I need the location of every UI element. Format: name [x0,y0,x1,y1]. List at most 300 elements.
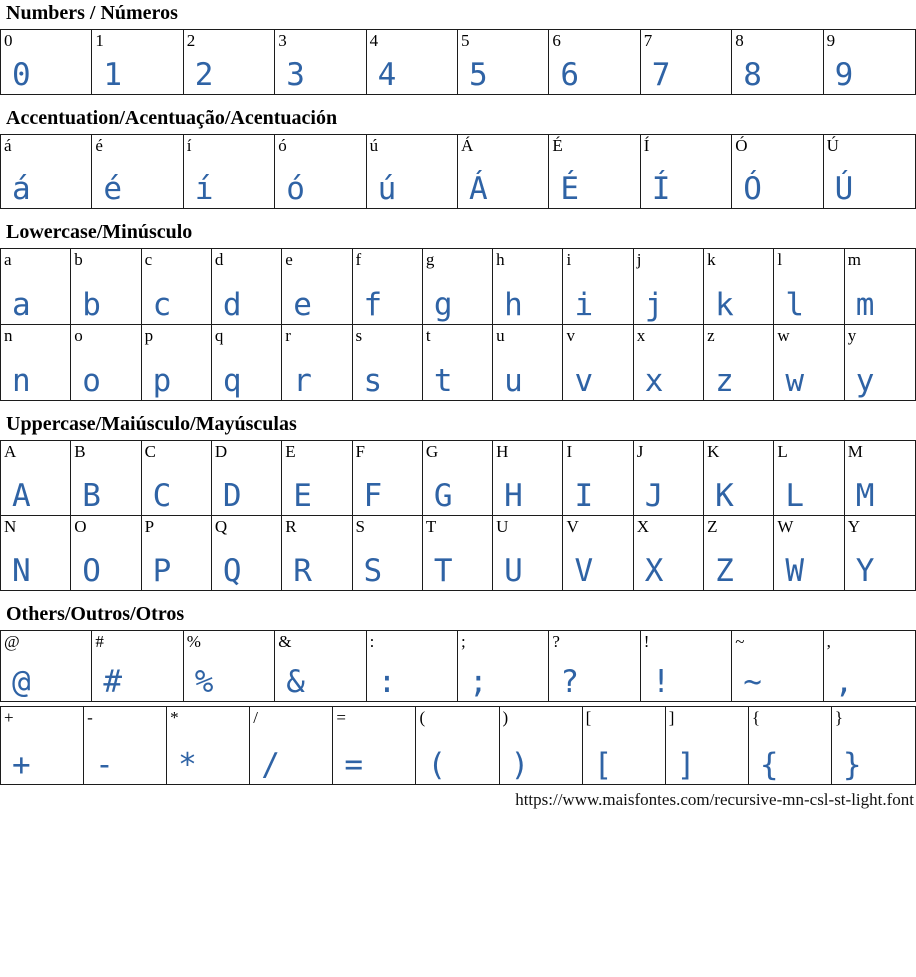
font-glyph: ! [651,664,671,701]
reference-char: p [144,326,154,345]
reference-char: i [566,250,572,269]
font-glyph: H [504,478,523,515]
char-cell [282,325,352,400]
section-title-lowercase: Lowercase/Minúsculo [6,221,193,243]
char-cell [1,441,71,515]
font-glyph: 8 [743,57,762,94]
reference-char: h [496,250,505,269]
font-glyph: D [222,478,242,515]
reference-char: Í [643,136,650,155]
reference-char: Q [214,517,228,536]
source-url: https://www.maisfontes.com/recursive-mn-csl-st-light.font [515,790,914,809]
font-glyph: , [834,664,854,701]
font-glyph: z [715,363,734,400]
char-cell [1,30,92,94]
char-cell [353,249,423,324]
char-cell [774,516,844,590]
reference-char: Y [847,517,860,536]
char-cell [367,631,458,701]
reference-char: X [636,517,650,536]
font-glyph: - [95,747,114,784]
reference-char: H [496,442,509,461]
font-glyph: P [152,553,172,590]
char-cell [641,135,732,208]
char-cell [704,325,774,400]
char-cell [634,516,704,590]
char-cell [1,135,92,208]
font-glyph: 9 [834,57,854,94]
reference-char: ; [461,632,466,651]
reference-char: z [707,326,715,345]
section-others [0,603,916,785]
reference-char: 0 [4,31,13,50]
char-cell [845,516,915,590]
font-glyph: j [644,287,664,324]
font-glyph: ó [286,171,305,208]
reference-char: R [285,517,297,536]
reference-char: m [847,250,861,269]
reference-char: 6 [552,31,561,50]
reference-char: r [285,326,291,345]
char-cell [824,30,915,94]
font-glyph: 6 [560,57,580,94]
font-glyph: C [152,478,172,515]
char-cell [845,249,915,324]
font-glyph: Q [222,553,242,590]
font-glyph: g [433,287,453,324]
font-specimen-page [0,2,916,810]
char-cell [493,516,563,590]
reference-char: ? [552,632,560,651]
font-glyph: J [644,478,664,515]
font-glyph: q [222,363,242,400]
reference-char: d [214,250,224,269]
char-cell [282,516,352,590]
reference-char: á [4,136,12,155]
reference-char: a [4,250,12,269]
font-glyph: w [785,363,805,400]
reference-char: 3 [278,31,287,50]
char-cell [71,325,141,400]
reference-char: g [425,250,435,269]
reference-char: F [355,442,365,461]
char-cell [774,441,844,515]
char-cell [583,707,666,784]
font-glyph: = [344,747,364,784]
reference-char: 7 [643,31,653,50]
reference-char: Á [461,136,474,155]
char-row [0,248,916,325]
font-glyph: l [785,287,805,324]
font-glyph: U [504,553,523,590]
char-cell [832,707,915,784]
font-glyph: 0 [12,57,31,94]
char-cell [563,325,633,400]
char-cell [458,30,549,94]
font-glyph: / [261,747,280,784]
font-glyph: b [82,287,101,324]
reference-char: o [74,326,83,345]
char-cell [142,325,212,400]
font-glyph: F [363,478,383,515]
font-glyph: R [293,553,312,590]
char-cell [92,135,183,208]
reference-char: K [707,442,720,461]
reference-char: ú [369,136,379,155]
font-glyph: Z [715,553,734,590]
char-cell [416,707,499,784]
font-glyph: Ó [743,171,762,208]
reference-char: w [777,326,790,345]
reference-char: k [707,250,716,269]
reference-char: 2 [186,31,196,50]
font-glyph: ] [676,747,696,784]
reference-char: Ú [826,136,839,155]
font-glyph: 4 [377,57,397,94]
font-glyph: á [12,171,31,208]
char-cell [563,516,633,590]
reference-char: c [144,250,153,269]
reference-char: 5 [461,31,470,50]
reference-char: j [636,250,642,269]
font-glyph: m [855,287,875,324]
char-cell [824,631,915,701]
reference-char: ] [668,708,675,727]
char-cell [732,135,823,208]
font-glyph: 3 [286,57,305,94]
char-cell [184,631,275,701]
char-cell [493,249,563,324]
reference-char: x [636,326,646,345]
font-glyph: T [433,553,453,590]
font-glyph: c [152,287,172,324]
font-glyph: } [842,747,862,784]
font-glyph: A [12,478,31,515]
font-glyph: L [785,478,805,515]
font-glyph: é [103,171,123,208]
reference-char: ) [502,708,509,727]
char-cell [167,707,250,784]
character-tables [0,2,916,785]
font-glyph: 7 [651,57,671,94]
char-cell [1,631,92,701]
reference-char: A [4,442,17,461]
reference-char: & [278,632,292,651]
font-glyph: @ [12,664,31,701]
char-cell [212,249,282,324]
reference-char: é [95,136,103,155]
section-uppercase [0,413,916,591]
font-glyph: ú [377,171,397,208]
reference-char: } [834,708,844,727]
reference-char: í [186,136,192,155]
char-cell [549,135,640,208]
font-glyph: í [194,171,214,208]
char-cell [563,441,633,515]
char-cell [423,325,493,400]
font-glyph: W [785,553,805,590]
reference-char: % [186,632,201,651]
reference-char: V [566,517,579,536]
reference-char: I [566,442,573,461]
reference-char: s [355,326,363,345]
char-row [0,440,916,516]
font-glyph: Ú [834,171,854,208]
char-cell [423,249,493,324]
reference-char: U [496,517,509,536]
char-cell [1,707,84,784]
reference-char: [ [585,708,592,727]
reference-char: S [355,517,365,536]
font-glyph: t [433,363,453,400]
reference-char: P [144,517,155,536]
reference-char: , [826,632,831,651]
font-glyph: Y [855,553,875,590]
char-cell [634,441,704,515]
char-cell [71,441,141,515]
reference-char: - [87,708,93,727]
reference-char: É [552,136,563,155]
reference-char: @ [4,632,20,651]
font-glyph: : [377,664,397,701]
reference-char: L [777,442,788,461]
reference-char: E [285,442,296,461]
reference-char: e [285,250,293,269]
char-row [0,29,916,95]
reference-char: O [74,517,87,536]
font-glyph: e [293,287,312,324]
char-cell [458,631,549,701]
font-glyph: B [82,478,101,515]
reference-char: C [144,442,156,461]
section-title-numbers: Numbers / Números [6,2,178,24]
char-cell [71,249,141,324]
font-glyph: Í [651,171,671,208]
reference-char: v [566,326,575,345]
char-cell [142,441,212,515]
char-cell [275,135,366,208]
char-cell [353,516,423,590]
reference-char: J [636,442,644,461]
font-glyph: o [82,363,101,400]
font-glyph: r [293,363,312,400]
char-cell [184,30,275,94]
section-title-others: Others/Outros/Otros [6,603,185,625]
char-cell [423,516,493,590]
font-glyph: S [363,553,383,590]
reference-char: ó [278,136,287,155]
font-glyph: f [363,287,383,324]
font-glyph: % [194,664,214,701]
char-cell [824,135,915,208]
section-title-accentuation: Accentuation/Acentuação/Acentuación [6,107,338,129]
font-glyph: É [560,171,580,208]
font-glyph: * [178,747,197,784]
char-cell [353,441,423,515]
char-cell [500,707,583,784]
font-glyph: # [103,664,123,701]
font-glyph: y [855,363,875,400]
font-glyph: E [293,478,312,515]
font-glyph: ; [469,664,488,701]
char-cell [549,30,640,94]
char-cell [423,441,493,515]
char-cell [282,441,352,515]
char-row [0,630,916,702]
char-cell [704,249,774,324]
char-cell [353,325,423,400]
font-glyph: G [433,478,453,515]
char-cell [333,707,416,784]
char-cell [666,707,749,784]
char-cell [92,30,183,94]
font-glyph: Á [469,171,488,208]
char-cell [275,30,366,94]
reference-char: 8 [735,31,744,50]
reference-char: Ó [735,136,748,155]
reference-char: 9 [826,31,836,50]
reference-char: Z [707,517,718,536]
font-glyph: O [82,553,101,590]
char-cell [282,249,352,324]
char-cell [1,325,71,400]
char-cell [250,707,333,784]
char-cell [774,249,844,324]
char-cell [845,441,915,515]
font-glyph: I [574,478,594,515]
reference-char: ! [643,632,650,651]
reference-char: l [777,250,783,269]
font-glyph: d [222,287,242,324]
reference-char: : [369,632,375,651]
reference-char: f [355,250,362,269]
reference-char: q [214,326,224,345]
char-row [0,134,916,209]
font-glyph: s [363,363,383,400]
font-glyph: v [574,363,594,400]
char-cell [142,249,212,324]
font-glyph: 2 [194,57,214,94]
char-row [0,515,916,591]
font-glyph: u [504,363,523,400]
reference-char: ( [419,708,426,727]
font-glyph: K [715,478,734,515]
section-title-uppercase: Uppercase/Maiúsculo/Mayúsculas [6,413,297,435]
font-glyph: N [12,553,31,590]
font-glyph: 1 [103,57,123,94]
char-cell [634,325,704,400]
char-cell [774,325,844,400]
reference-char: y [847,326,857,345]
font-glyph: X [644,553,664,590]
reference-char: N [4,517,17,536]
char-cell [367,135,458,208]
char-row [0,706,916,785]
char-cell [641,30,732,94]
section-accentuation [0,107,916,209]
font-glyph: V [574,553,594,590]
font-glyph: ? [560,664,580,701]
font-glyph: i [574,287,594,324]
char-cell [493,325,563,400]
reference-char: D [214,442,228,461]
font-glyph: x [644,363,664,400]
reference-char: n [4,326,13,345]
char-cell [92,631,183,701]
char-cell [367,30,458,94]
char-cell [704,516,774,590]
char-cell [184,135,275,208]
char-cell [845,325,915,400]
reference-char: + [4,708,14,727]
reference-char: 1 [95,31,104,50]
char-cell [71,516,141,590]
font-glyph: ~ [743,664,762,701]
reference-char: # [95,632,104,651]
char-cell [549,631,640,701]
font-glyph: p [152,363,172,400]
char-cell [641,631,732,701]
reference-char: { [751,708,760,727]
char-cell [212,516,282,590]
char-cell [704,441,774,515]
char-cell [634,249,704,324]
section-numbers [0,2,916,95]
font-glyph: h [504,287,523,324]
char-cell [732,30,823,94]
reference-char: W [777,517,794,536]
font-glyph: [ [593,747,613,784]
char-cell [732,631,823,701]
reference-char: = [336,708,346,727]
char-cell [458,135,549,208]
font-glyph: & [286,664,305,701]
char-cell [1,249,71,324]
char-cell [493,441,563,515]
reference-char: T [425,517,437,536]
font-glyph: n [12,363,31,400]
reference-char: t [425,326,431,345]
reference-char: 4 [369,31,379,50]
reference-char: u [496,326,505,345]
reference-char: / [253,708,258,727]
char-cell [212,325,282,400]
reference-char: ~ [735,632,745,651]
char-cell [1,516,71,590]
font-glyph: a [12,287,31,324]
reference-char: * [170,708,179,727]
font-glyph: k [715,287,734,324]
section-lowercase [0,221,916,401]
reference-char: b [74,250,83,269]
char-cell [275,631,366,701]
char-cell [84,707,167,784]
font-glyph: ( [427,747,447,784]
reference-char: G [425,442,439,461]
reference-char: M [847,442,863,461]
char-cell [142,516,212,590]
font-glyph: 5 [469,57,488,94]
char-cell [212,441,282,515]
char-row [0,324,916,401]
reference-char: B [74,442,86,461]
char-cell [563,249,633,324]
font-glyph: ) [510,747,530,784]
char-cell [749,707,832,784]
font-glyph: M [855,478,875,515]
font-glyph: { [759,747,779,784]
font-glyph: + [12,747,31,784]
